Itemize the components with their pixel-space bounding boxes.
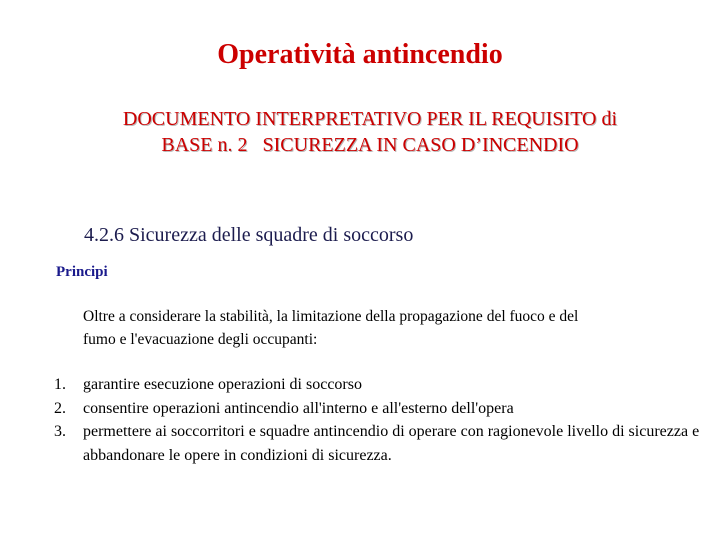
intro-paragraph [83,305,683,351]
list-item-text: consentire operazioni antincendio all'interno e all'esterno dell'opera [83,399,514,417]
requirements-list [54,373,704,467]
section-heading: 4.2.6 Sicurezza delle squadre di soccorso [84,224,414,246]
subtitle-line-1: DOCUMENTO INTERPRETATIVO PER IL REQUISITO di [122,108,618,130]
list-item [54,420,704,467]
principi-label: Principi [56,264,108,280]
list-item-number: 2. [54,399,66,417]
list-item [54,373,704,397]
document-subtitle [40,106,700,158]
list-item-text: garantire esecuzione operazioni di soccorso [83,376,362,393]
intro-line-2: fumo e l'evacuazione degli occupanti: [83,331,318,348]
list-item-number: 1. [54,376,66,393]
list-item [54,397,704,421]
list-item-number: 3. [54,423,66,440]
subtitle-line-2: BASE n. 2 SICUREZZA IN CASO D’INCENDIO [161,134,579,156]
list-item-text: permettere ai soccorritori e squadre antincendio di operare con ragionevole livello di sicurezza e abbandonare le opere in condizioni di sicurezza. [83,423,700,464]
intro-line-1: Oltre a considerare la stabilità, la limitazione della propagazione del fuoco e del [83,308,579,325]
slide-title: Operatività antincendio [217,39,503,70]
